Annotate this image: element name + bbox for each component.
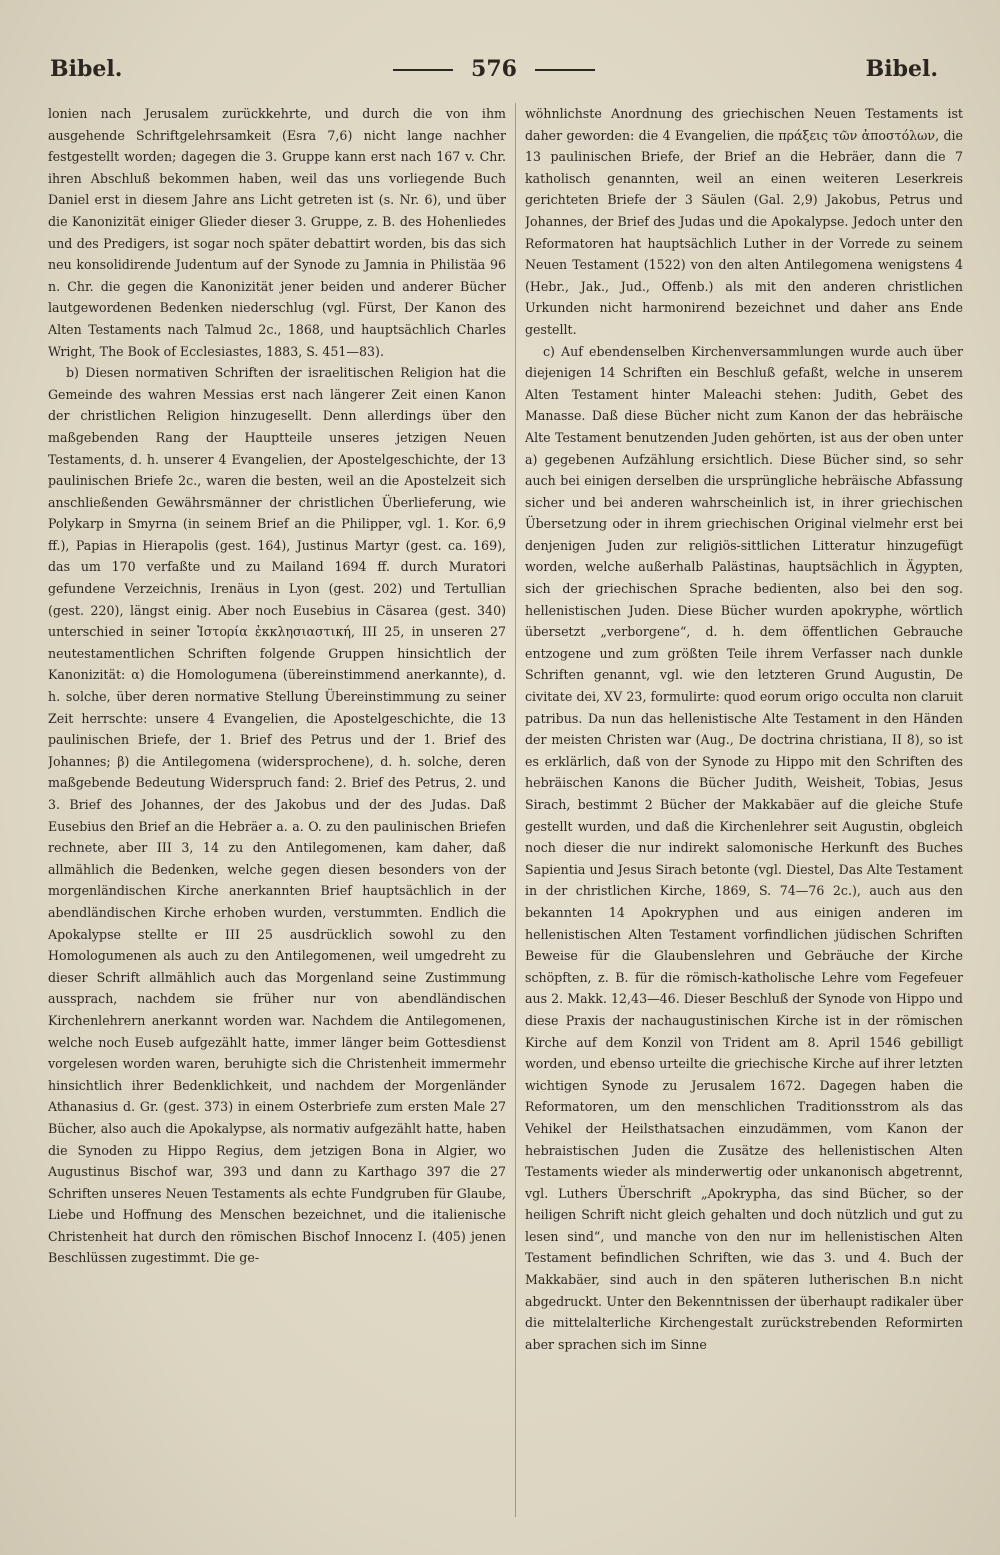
left-paragraph-2: b) Diesen normativen Schriften der israelitischen Religion hat die Gemeinde des wahren Messias erst nach längerer Zeit einen Kanon der christlichen Religion hinzugesellt. Denn allerdings über den maßgebenden Rang der Hauptteile unseres jetzigen Neuen Testaments, d. h. unserer 4 Evangelien, der Apostelgeschichte, der 13 paulinischen Briefe 2c., waren die besten, weil an die Apostelzeit sich anschließenden Gewährsmänner der christlichen Überlieferung, wie Polykarp in Smyrna (in seinem Brief an die Philipper, vgl. 1. Kor. 6,9 ff.), Papias in Hierapolis (gest. 164), Justinus Martyr (gest. ca. 169), das um 170 verfaßte und zu Mailand 1694 ff. durch Muratori gefundene Verzeichnis, Irenäus in Lyon (gest. 202) und Tertullian (gest. 220), längst einig. Aber noch Eusebius in Cäsarea (gest. 340) unterschied in seiner Ἱστορία ἐκκλησιαστική, III 25, in unseren 27 neutestamentlichen Schriften folgende Gruppen hinsichtlich der Kanonizität: α) die Homologumena (übereinstimmend anerkannte), d. h. solche, über deren normative Stellung Übereinstimmung zu seiner Zeit herrschte: unsere 4 Evangelien, die Apostelgeschichte, die 13 paulinischen Briefe, der 1. Brief des Petrus und der 1. Brief des Johannes; β) die Antilegomena (widersprochene), d. h. solche, deren maßgebende Bedeutung Widerspruch fand: 2. Brief des Petrus, 2. und 3. Brief des Johannes, der des Jakobus und der des Judas. Daß Eusebius den Brief an die Hebräer a. a. O. zu den paulinischen Briefen rechnete, aber III 3, 14 zu den Antilegomenen, kam daher, daß allmählich die Bedenken, welche gegen diesen besonders von der morgenländischen Kirche anerkannten Brief hauptsächlich in der abendländischen Kirche erhoben wurden, verstummten. Endlich die Apokalypse stellte er III 25 ausdrücklich sowohl zu den Homologumenen als auch zu den Antilegomenen, weil umgedreht zu dieser Schrift allmählich auch das Morgenland seine Zustimmung aussprach, nachdem sie früher nur von abendländischen Kirchenlehrern anerkannt worden war. Nachdem die Antilegomenen, welche noch Euseb aufgezählt hatte, immer länger beim Gottesdienst vorgelesen worden waren, beruhigte sich die Christenheit immermehr hinsichtlich ihrer Bedenklichkeit, und nachdem der Morgenländer Athanasius d. Gr. (gest. 373) in einem Osterbriefe zum ersten Male 27 Bücher, also auch die Apokalypse, als normativ aufgezählt hatte, haben die Synoden zu Hippo Regius, dem jetzigen Bona in Algier, wo Augustinus Bischof war, 393 und dann zu Karthago 397 die 27 Schriften unseres Neuen Testaments als echte Fundgruben für Glaube, Liebe und Hoffnung des Menschen bezeichnet, und die italienische Christenheit hat durch den römischen Bischof Innocenz I. (405) jenen Beschlüssen zugestimmt. Die ge- (48, 365, 506, 1266)
right-column (525, 103, 963, 1517)
right-paragraph-1: wöhnlichste Anordnung des griechischen Neuen Testaments ist daher geworden: die 4 Evangelien, die πράξεις τῶν ἀποστόλων, die 13 paulinischen Briefe, der Brief an die Hebräer, dann die 7 katholisch genannten, weil an einen weiteren Leserkreis gerichteten Briefe der 3 Säulen (Gal. 2,9) Jakobus, Petrus und Johannes, der Brief des Judas und die Apokalypse. Jedoch unter den Reformatoren hat hauptsächlich Luther in der Vorrede zu seinem Neuen Testament (1522) von den alten Antilegomena wenigstens 4 (Hebr., Jak., Jud., Offenb.) als mit den anderen christlichen Urkunden nicht harmonirend bezeichnet und daher ans Ende gestellt. (525, 106, 963, 337)
right-paragraph-2: c) Auf ebendenselben Kirchenversammlungen wurde auch über diejenigen 14 Schriften ein Beschluß gefaßt, welche in unserem Alten Testament hinter Maleachi stehen: Judith, Gebet des Manasse. Daß diese Bücher nicht zum Kanon der das hebräische Alte Testament benutzenden Juden gehörten, ist aus der oben unter a) gegebenen Aufzählung ersichtlich. Diese Bücher sind, so sehr auch bei einigen derselben die ursprüngliche hebräische Abfassung sicher und bei anderen wahrscheinlich ist, in ihrer griechischen Übersetzung oder in ihrem griechischen Original vielmehr erst bei denjenigen Juden zur religiös-sittlichen Litteratur hinzugefügt worden, welche außerhalb Palästinas, hauptsächlich in Ägypten, sich der griechischen Sprache bedienten, also bei den sog. hellenistischen Juden. Diese Bücher wurden apokryphe, wörtlich übersetzt „verborgene“, d. h. dem öffentlichen Gebrauche entzogene und zum größten Teile ihrem Verfasser nach dunkle Schriften genannt, vgl. wie den letzteren Grund Augustin, De civitate dei, XV 23, formulirte: quod eorum origo occulta non claruit patribus. Da nun das hellenistische Alte Testament in den Händen der meisten Christen war (Aug., De doctrina christiana, II 8), so ist es erklärlich, daß von der Synode zu Hippo mit den Schriften des hebräischen Kanons die Bücher Judith, Weisheit, Tobias, Jesus Sirach, bestimmt 2 Bücher der Makkabäer auf die gleiche Stufe gestellt wurden, und daß die Kirchenlehrer seit Augustin, obgleich noch dieser die nur indirekt salomonische Herkunft des Buches Sapientia und Jesus Sirach betonte (vgl. Diestel, Das Alte Testament in der christlichen Kirche, 1869, S. 74—76 2c.), auch aus den bekannten 14 Apokryphen und aus einigen anderen im hellenistischen Alten Testament vorfindlichen jüdischen Schriften Beweise für die Glaubenslehren und Gebräuche der Kirche schöpften, z. B. für die römisch-katholische Lehre vom Fegefeuer aus 2. Makk. 12,43—46. Dieser Beschluß der Synode von Hippo und diese Praxis der nachaugustinischen Kirche ist in der römischen Kirche auf dem Konzil von Trident am 8. April 1546 gebilligt worden, und ebenso urteilte die griechische Kirche auf ihrer letzten wichtigen Synode zu Jerusalem 1672. Dagegen haben die Reformatoren, um den menschlichen Traditionsstrom als das Vehikel der Heilsthatsachen einzudämmen, vom Kanon der hebraistischen Juden die Zusätze des hellenistischen Alten Testaments wieder als minderwertig oder unkanonisch abgetrennt, vgl. Luthers Überschrift „Apokrypha, das sind Bücher, so der heiligen Schrift nicht gleich gehalten und doch nützlich und gut zu lesen sind“, und manche von den nur im hellenistischen Alten Testament befindlichen Schriften, wie das 3. und 4. Buch der Makkabäer, sind auch in den späteren lutherischen B.n nicht abgedruckt. Unter den Bekenntnissen der überhaupt radikaler über die mittelalterliche Kirchengestalt zurückstrebenden Reformirten aber sprachen sich im Sinne (525, 343, 963, 1352)
left-paragraph-1: lonien nach Jerusalem zurückkehrte, und durch die von ihm ausgehende Schriftgelehrsamkeit (Esra 7,6) nicht lange nachher festgestellt worden; dagegen die 3. Gruppe kann erst nach 167 v. Chr. ihren Abschluß bekommen haben, weil das uns vorliegende Buch Daniel erst in diesem Jahre ans Licht getreten ist (s. Nr. 6), und über die Kanonizität einiger Glieder dieser 3. Gruppe, z. B. des Hohenliedes und des Predigers, ist sogar noch später debattirt worden, bis das sich neu konsolidirende Judentum auf der Synode zu Jamnia in Philistäa 96 n. Chr. die gegen die Kanonizität jener beiden und anderer Bücher lautgewordenen Bedenken niederschlug (vgl. Fürst, Der Kanon des Alten Testaments nach Talmud 2c., 1868, und hauptsächlich Charles Wright, The Book of Ecclesiastes, 1883, S. 451—83). (48, 106, 506, 359)
header-page-number-group (50, 56, 938, 82)
page-number: 576 (471, 56, 517, 82)
column-divider (515, 103, 516, 1517)
running-header (50, 56, 938, 90)
header-left-title: Bibel. (50, 56, 123, 82)
header-rule-right (535, 69, 595, 71)
header-rule-left (393, 69, 453, 71)
left-column (48, 103, 506, 1517)
header-right-title: Bibel. (865, 56, 938, 82)
